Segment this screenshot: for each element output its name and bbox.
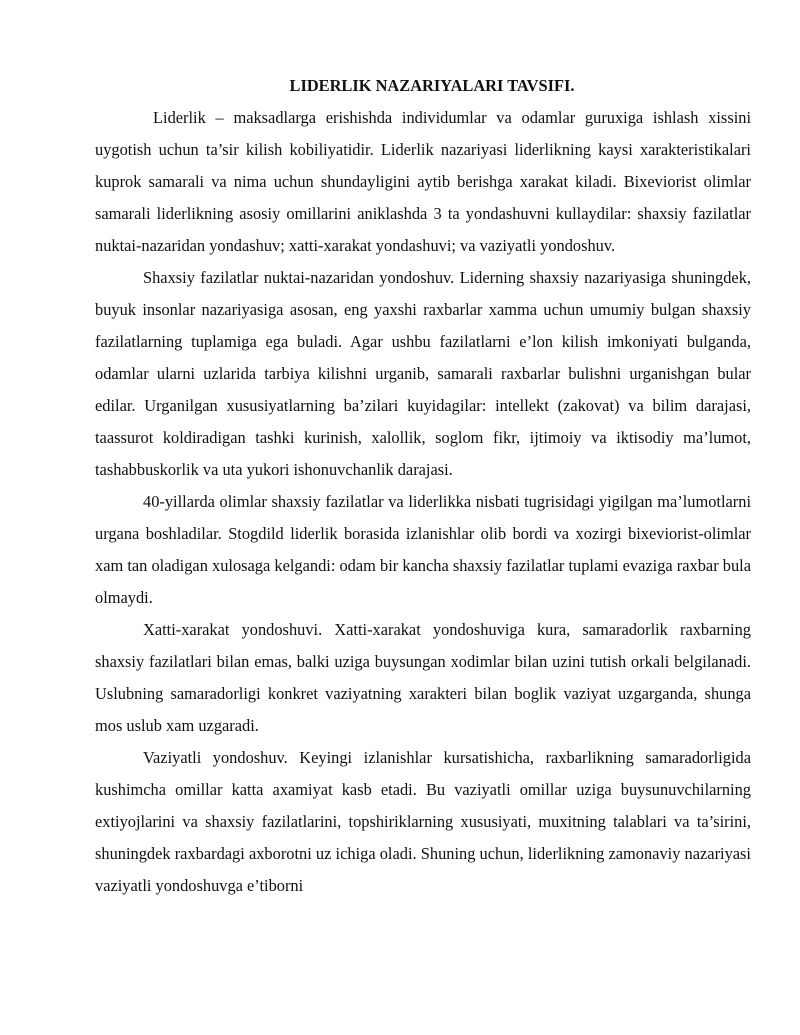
document-title: LIDERLIK NAZARIYALARI TAVSIFI. [289, 76, 575, 95]
paragraph-forties-research: 40-yillarda olimlar shaxsiy fazilatlar va liderlikka nisbati tugrisidagi yigilgan ma’lumotlarni urgana boshladilar. Stogdild liderlik borasida izlanishlar olib bordi va xozirgi bixeviorist-olimlar xam tan oladigan xulosaga kelgandi: odam bir kancha shaxsiy fazilatlar tuplami evaziga raxbar bula olmaydi. [95, 492, 751, 607]
paragraph-personal-qualities: Shaxsiy fazilatlar nuktai-nazaridan yondoshuv. Liderning shaxsiy nazariyasiga shuningdek, buyuk insonlar nazariyasiga asosan, eng yaxshi raxbarlar xamma uchun umumiy bulgan shaxsiy fazilatlarning tuplamiga ega buladi. Agar ushbu fazilatlarni e’lon kilish imkoniyati bulganda, odamlar ularni uzlarida tarbiya kilishni urganib, samarali raxbarlar bulishni urganishgan bular edilar. Urganilgan xususiyatlarning ba’zilari kuyidagilar: intellekt (zakovat) va bilim darajasi, taassurot koldiradigan tashki kurinish, xalollik, soglom fikr, ijtimoiy va iktisodiy ma’lumot, tashabbuskorlik va uta yukori ishonuvchanlik darajasi. [95, 268, 751, 479]
document-page [95, 70, 751, 902]
paragraph-situational-approach: Vaziyatli yondoshuv. Keyingi izlanishlar kursatishicha, raxbarlikning samaradorligida kushimcha omillar katta axamiyat kasb etadi. Bu vaziyatli omillar uziga buysunuvchilarning extiyojlarini va shaxsiy fazilatlarini, topshiriklarning xususiyati, muxitning talablari va ta’sirini, shuningdek raxbardagi axborotni uz ichiga oladi. Shuning uchun, liderlikning zamonaviy nazariyasi vaziyatli yondoshuvga e’tiborni [95, 748, 751, 895]
paragraph-liderlik-definition: Liderlik – maksadlarga erishishda individumlar va odamlar guruxiga ishlash xissini uygotish uchun ta’sir kilish kobiliyatidir. Liderlik nazariyasi liderlikning kaysi xarakteristikalari kuprok samarali va nima uchun shundayligini aytib berishga xarakat kiladi. Bixeviorist olimlar samarali liderlikning asosiy omillarini aniklashda 3 ta yondashuvni kullaydilar: shaxsiy fazilatlar nuktai-nazaridan yondashuv; xatti-xarakat yondashuvi; va vaziyatli yondoshuv. [95, 108, 751, 255]
paragraph-behavioral-approach: Xatti-xarakat yondoshuvi. Xatti-xarakat yondoshuviga kura, samaradorlik raxbarning shaxsiy fazilatlari bilan emas, balki uziga buysungan xodimlar bilan uzini tutish orkali belgilanadi. Uslubning samaradorligi konkret vaziyatning xarakteri bilan boglik vaziyat uzgarganda, shunga mos uslub xam uzgaradi. [95, 620, 751, 735]
